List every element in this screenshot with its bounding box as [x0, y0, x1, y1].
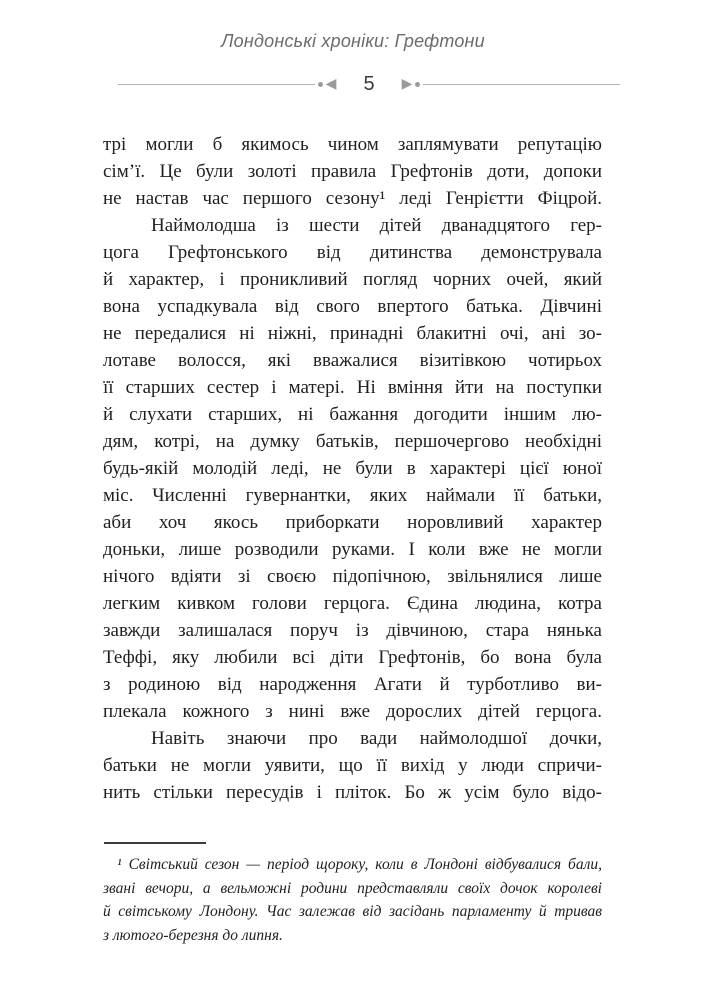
text-line: й характер, і проникливий погляд чорних очей, який: [103, 269, 602, 290]
divider-arrow-right-icon: ▶: [401, 76, 413, 92]
text-line: не настав час першого сезону¹ леді Генрієтти Фіцрой.: [103, 188, 602, 209]
text-line: Навіть знаючи про вади наймолодшої дочки,: [151, 728, 602, 749]
text-line: нічого вдіяти зі своєю підопічною, звільнялися лише: [103, 566, 602, 587]
text-line: лотаве волосся, які вважалися візитівкою чотирьох: [103, 350, 602, 371]
footnote-line: з лютого-березня до липня.: [103, 926, 283, 944]
footnote-line: звані вечори, а вельможні родини представляли своїх дочок королеві: [103, 879, 602, 897]
text-line: легким кивком голови герцога. Єдина людина, котра: [103, 593, 602, 614]
text-line: сім’ї. Це були золоті правила Грефтонів доти, допоки: [103, 161, 602, 182]
text-line: доньки, лише розводили руками. І коли вже не могли: [103, 539, 602, 560]
text-line: трі могли б якимось чином заплямувати репутацію: [103, 134, 602, 155]
text-line: Наймолодша із шести дітей дванадцятого гер-: [151, 215, 602, 236]
text-line: завжди залишалася поруч із дівчиною, стара нянька: [103, 620, 602, 641]
text-line: вона успадкувала від свого впертого батька. Дівчині: [103, 296, 602, 317]
text-line: цога Грефтонського від дитинства демонструвала: [103, 242, 602, 263]
text-line: з родиною від народження Агати й турботливо ви-: [103, 674, 602, 695]
footnote: [103, 853, 602, 947]
text-line: батьки не могли уявити, що її вихід у люди спричи-: [103, 755, 602, 776]
text-line: міс. Численні гувернантки, яких наймали її батьки,: [103, 485, 602, 506]
running-header: Лондонські хроніки: Грефтони: [221, 31, 485, 51]
page-number: 5: [363, 72, 375, 95]
divider-rule-left: [118, 84, 315, 85]
divider-rule-right: [423, 84, 620, 85]
divider-arrow-left-icon: ◀: [325, 76, 337, 92]
divider-dot-left: [318, 82, 323, 87]
footnote-line: й світському Лондону. Час залежав від засідань парламенту й тривав: [103, 903, 602, 920]
body-text: [103, 131, 602, 806]
text-line: будь-якій молодій леді, не були в характері цієї юної: [103, 458, 602, 479]
footnote-line: ¹ Світський сезон — період щороку, коли в Лондоні відбувалися бали,: [117, 856, 602, 873]
footnote-rule: [104, 842, 206, 844]
divider-dot-right: [415, 82, 420, 87]
text-line: нить стільки пересудів і пліток. Бо ж усім було відо-: [103, 782, 602, 803]
text-line: аби хоч якось приборкати норовливий характер: [103, 512, 602, 533]
text-line: її старших сестер і матері. Ні вміння йти на поступки: [103, 377, 602, 398]
text-line: й слухати старших, ні бажання догодити іншим лю-: [103, 404, 602, 425]
page-number-divider: [118, 72, 620, 96]
text-line: плекала кожного з нині вже дорослих дітей герцога.: [103, 701, 602, 722]
text-line: не передалися ні ніжні, принадні блакитні очі, ані зо-: [103, 323, 602, 344]
text-line: Теффі, яку любили всі діти Грефтонів, бо вона була: [103, 647, 602, 668]
text-line: дям, котрі, на думку батьків, першочергово необхідні: [103, 431, 602, 452]
